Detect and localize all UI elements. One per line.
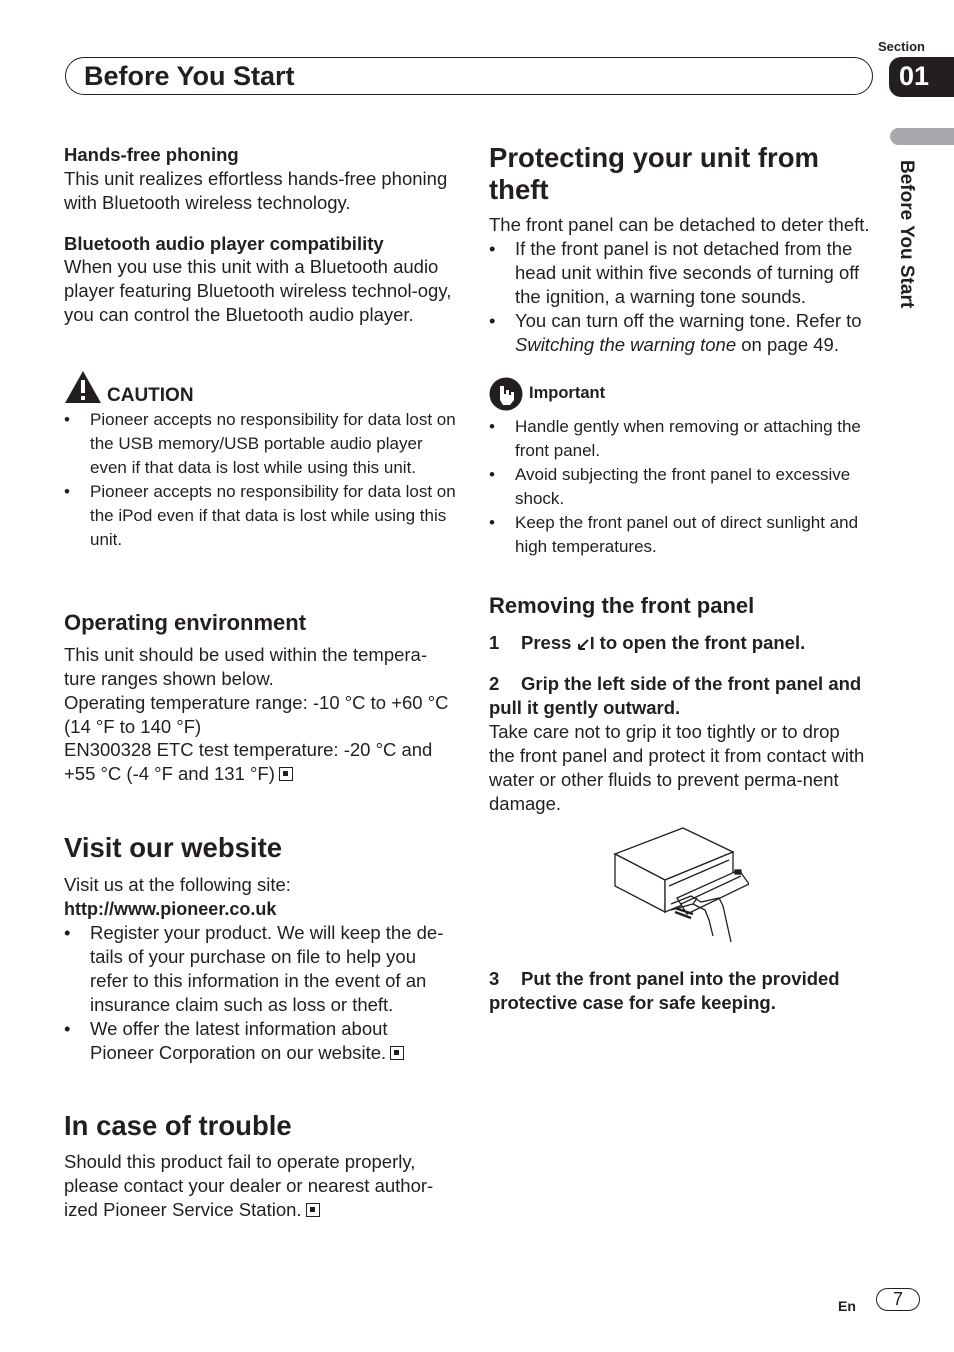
step-text-suffix: to open the front panel. [594,632,806,653]
page-number: 7 [876,1288,920,1311]
chapter-title: Before You Start [84,61,295,91]
end-mark-icon [306,1203,320,1217]
section-number-badge [889,57,954,97]
operating-heading: Operating environment [64,610,307,635]
important-hand-icon [489,377,523,411]
operating-body-2: Operating temperature range: -10 °C to +60 °C (14 °F to 140 °F) [64,692,449,737]
section-label: Section [878,39,925,54]
step-text: Put the front panel into the provided protective case for safe keeping. [489,968,840,1013]
step-number: 1 [489,632,500,653]
step-text: Grip the left side of the front panel and pull it gently outward. [489,673,862,718]
step-number: 3 [489,968,500,989]
list-item-prefix: You can turn off the warning tone. Refer to [515,310,862,331]
list-item [64,1017,456,1065]
caution-list [64,408,456,552]
eject-icon [577,635,595,651]
trouble-heading: In case of trouble [64,1110,292,1141]
list-item-suffix: on page 49. [736,334,839,355]
trouble-body-wrapper [64,1150,444,1222]
important-label: Important [529,384,606,402]
list-item: • Avoid subjecting the front panel to excessive shock. [489,463,881,511]
important-list [489,415,881,559]
bluetooth-body: When you use this unit with a Bluetooth audio player featuring Bluetooth wireless technol-ogy, you can control the Bluetooth audio player. [64,256,452,325]
website-link[interactable]: http://www.pioneer.co.uk [64,899,277,919]
end-mark-icon [390,1046,404,1060]
step-2-body: Take care not to grip it too tightly or to drop the front panel and protect it from contact with water or other fluids to prevent perma-nent damage. [489,721,865,814]
step-2 [489,672,881,720]
handsfree-body: This unit realizes effortless hands-free phoning with Bluetooth wireless technology. [64,168,448,213]
end-mark-icon [279,767,293,781]
list-item: • Pioneer accepts no responsibility for data lost on the iPod even if that data is lost while using this unit. [64,480,456,552]
list-item: • Handle gently when removing or attaching the front panel. [489,415,881,463]
step-number: 2 [489,673,500,694]
chapter-title-bar [65,57,873,95]
list-item: • Pioneer accepts no responsibility for data lost on the USB memory/USB portable audio player even if that data is lost while using this unit. [64,408,456,480]
operating-body-1: This unit should be used within the tempera-ture ranges shown below. [64,644,428,689]
warning-triangle-icon [64,370,102,404]
handsfree-heading: Hands-free phoning [64,144,239,165]
list-item-text: We offer the latest information about Pioneer Corporation on our website. [90,1018,388,1063]
website-list [64,921,456,1065]
caution-label: CAUTION [107,385,194,406]
theft-intro: The front panel can be detached to deter theft. [489,214,870,235]
section-number: 01 [899,61,930,91]
side-tab-label: Before You Start [896,160,917,309]
step-3 [489,967,881,1015]
list-item: • Keep the front panel out of direct sunlight and high temperatures. [489,511,881,559]
website-heading: Visit our website [64,832,283,863]
theft-heading: Protecting your unit from theft [489,142,819,205]
list-item: • If the front panel is not detached from the head unit within five seconds of turning off the ignition, a warning tone sounds. [489,237,877,309]
operating-body-3-wrapper [64,738,444,786]
bluetooth-heading: Bluetooth audio player compatibility [64,233,384,254]
list-item: • Register your product. We will keep the de-tails of your purchase on file to help you refer to this information in the event of an insurance claim such as loss or theft. [64,921,456,1017]
front-panel-removal-illustration [609,824,749,949]
step-text: Press [521,632,577,653]
theft-list [489,237,877,357]
list-item [489,309,877,357]
step-1 [489,631,881,655]
side-tab-bar [890,128,954,145]
important-header [489,377,881,413]
website-intro: Visit us at the following site: [64,874,291,895]
trouble-body: Should this product fail to operate properly, please contact your dealer or nearest author-ized Pioneer Service Station. [64,1151,434,1220]
operating-body-3: EN300328 ETC test temperature: -20 °C and +55 °C (-4 °F and 131 °F) [64,739,433,784]
cross-reference[interactable]: Switching the warning tone [515,334,737,355]
caution-header [64,370,456,406]
language-label: En [838,1298,856,1314]
removing-heading: Removing the front panel [489,593,755,618]
